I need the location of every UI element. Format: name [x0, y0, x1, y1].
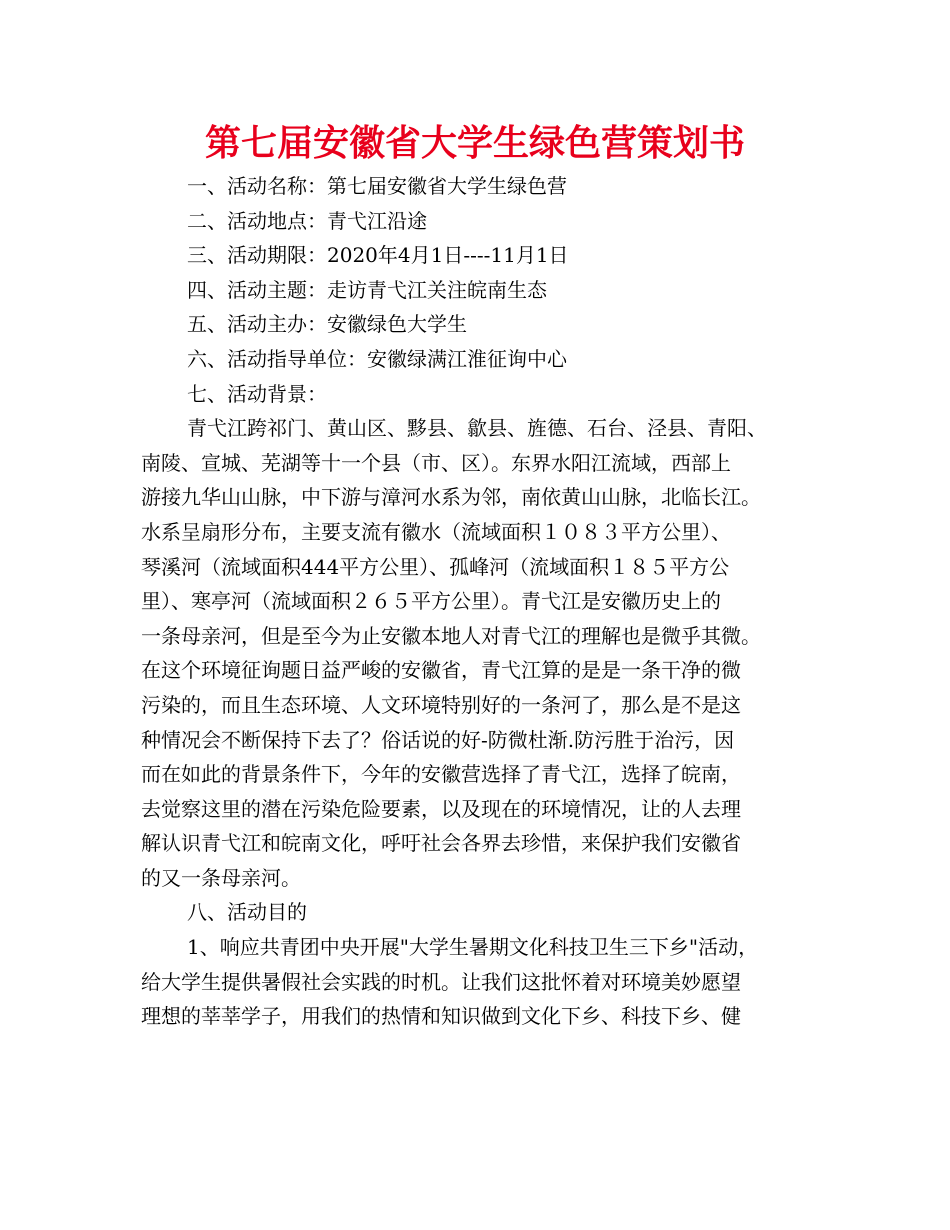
paragraph-line: 去觉察这里的潜在污染危险要素，以及现在的环境情况，让的人去理 [141, 796, 741, 821]
paragraph-line: 解认识青弋江和皖南文化，呼吁社会各界去珍惜，来保护我们安徽省 [141, 831, 741, 856]
paragraph-line: 而在如此的背景条件下，今年的安徽营选择了青弋江，选择了皖南， [141, 762, 741, 787]
paragraph-line: 青弋江跨祁门、黄山区、黟县、歙县、旌德、石台、泾县、青阳、 [187, 416, 767, 441]
paragraph-line: 南陵、宣城、芜湖等十一个县（市、区）。东界水阳江流域，西部上 [141, 450, 731, 475]
paragraph-line: 在这个环境征询题日益严峻的安徽省，青弋江算的是是一条干净的微 [141, 658, 741, 683]
paragraph-line: 理想的莘莘学子，用我们的热情和知识做到文化下乡、科技下乡、健 [141, 1004, 741, 1029]
document-body [141, 169, 819, 1034]
item-activity-period: 三、活动期限：2020年4月1日----11月1日 [187, 243, 569, 268]
paragraph-line: 水系呈扇形分布，主要支流有徽水（流域面积１０８３平方公里）、 [141, 519, 731, 544]
paragraph-line: 里）、寒亭河（流域面积２６５平方公里）。青弋江是安徽历史上的 [141, 589, 721, 614]
paragraph-line: 琴溪河（流域面积444平方公里）、孤峰河（流域面积１８５平方公 [141, 554, 730, 579]
paragraph-line: 污染的，而且生态环境、人文环境特别好的一条河了，那么是不是这 [141, 692, 741, 717]
paragraph-line: 1、响应共青团中央开展"大学生暑期文化科技卫生三下乡"活动， [187, 935, 759, 960]
item-activity-name: 一、活动名称：第七届安徽省大学生绿色营 [187, 174, 567, 198]
item-activity-location: 二、活动地点：青弋江沿途 [187, 208, 427, 233]
document-title: 第七届安徽省大学生绿色营策划书 [204, 123, 745, 164]
item-activity-guidance-unit: 六、活动指导单位：安徽绿满江淮征询中心 [187, 346, 567, 371]
paragraph-line: 给大学生提供暑假社会实践的时机。让我们这批怀着对环境美妙愿望 [141, 969, 741, 994]
section-heading-purpose: 八、活动目的 [187, 900, 307, 925]
paragraph-line: 游接九华山山脉，中下游与漳河水系为邻，南依黄山山脉，北临长江。 [141, 485, 761, 510]
paragraph-line: 的又一条母亲河。 [141, 865, 301, 890]
paragraph-line: 种情况会不断保持下去了？俗话说的好-防微杜渐.防污胜于治污，因 [141, 727, 735, 752]
section-heading-background: 七、活动背景： [187, 381, 327, 406]
item-activity-theme: 四、活动主题：走访青弋江关注皖南生态 [187, 277, 547, 302]
paragraph-line: 一条母亲河，但是至今为止安徽本地人对青弋江的理解也是微乎其微。 [141, 623, 761, 648]
item-activity-organizer: 五、活动主办：安徽绿色大学生 [187, 312, 467, 337]
